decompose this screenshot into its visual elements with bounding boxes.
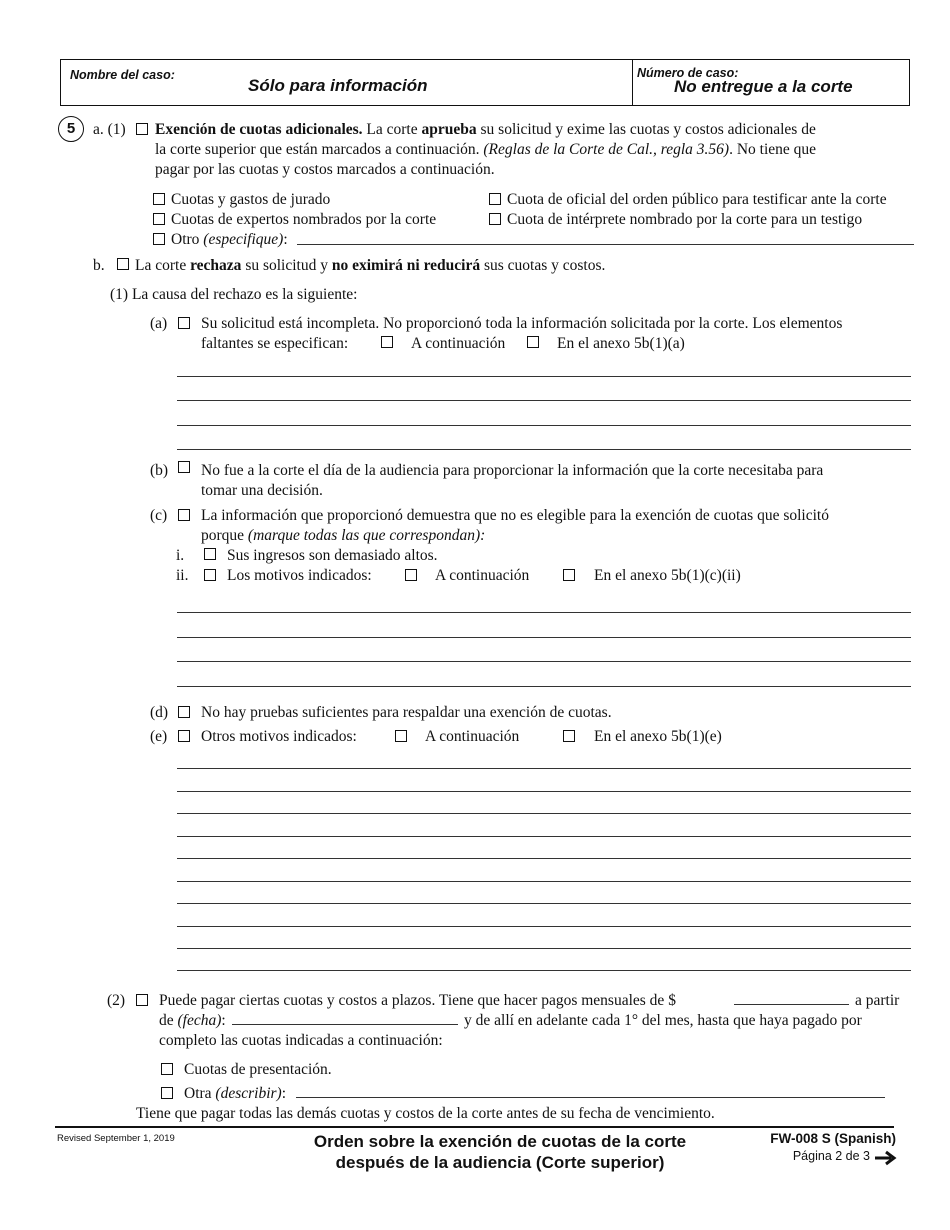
reason-a-annex-checkbox[interactable]: [527, 336, 539, 348]
installments-text2-end: y de allí en adelante cada 1° del mes, hasta que haya pagado por: [464, 1012, 862, 1029]
jury-fees-checkbox[interactable]: [153, 193, 165, 205]
case-name-label: Nombre del caso:: [70, 68, 175, 82]
installments-date-label: (fecha): [177, 1012, 222, 1029]
reason-c-below-label: A continuación: [435, 567, 530, 584]
reason-c-checkbox[interactable]: [178, 509, 190, 521]
denied-checkbox[interactable]: [117, 258, 129, 270]
reason-e-line[interactable]: [177, 903, 911, 904]
item-a-line3: pagar por las cuotas y costos marcados a continuación.: [155, 161, 495, 178]
other-checkbox[interactable]: [153, 233, 165, 245]
reason-a-annex-label: En el anexo 5b(1)(a): [557, 335, 685, 352]
reason-e-label: (e): [150, 728, 168, 745]
item-a-approves: aprueba: [421, 121, 477, 138]
reason-a-line[interactable]: [177, 449, 911, 450]
jury-fees-label: Cuotas y gastos de jurado: [171, 191, 331, 208]
other-label-text: Otro: [171, 231, 200, 248]
reason-a-text1: Su solicitud está incompleta. No proporcionó toda la información solicitada por la corte. Los elementos: [201, 315, 843, 332]
reason-e-line[interactable]: [177, 836, 911, 837]
installments-text2-start: de (fecha):: [159, 1012, 226, 1029]
installments-text1-end: a partir: [855, 992, 900, 1009]
item-b1-text: (1) La causa del rechazo es la siguiente:: [110, 286, 358, 303]
start-date-field[interactable]: [232, 1024, 458, 1025]
item-b-prefix: b.: [93, 257, 105, 274]
other-fee-label-text: Otra: [184, 1085, 212, 1102]
reason-a-line[interactable]: [177, 425, 911, 426]
case-number-label: Número de caso:: [637, 66, 739, 80]
other-fee-field[interactable]: [296, 1097, 885, 1098]
experts-fees-checkbox[interactable]: [153, 213, 165, 225]
other-label-specify: (especifique): [203, 231, 284, 248]
next-page-arrow-icon: [874, 1150, 898, 1166]
reason-c-annex-checkbox[interactable]: [563, 569, 575, 581]
reason-c-i-label: i.: [176, 547, 185, 564]
reason-e-checkbox[interactable]: [178, 730, 190, 742]
reason-a-line[interactable]: [177, 400, 911, 401]
reason-e-annex-checkbox[interactable]: [563, 730, 575, 742]
reason-e-below-checkbox[interactable]: [395, 730, 407, 742]
reason-e-line[interactable]: [177, 858, 911, 859]
reason-c-text2: [201, 526, 485, 546]
reason-e-line[interactable]: [177, 926, 911, 927]
other-specify-field[interactable]: [297, 244, 914, 245]
reason-a-text2: faltantes se especifican:: [201, 335, 349, 352]
item-b-text: [135, 256, 605, 276]
installments-text2-part: de: [159, 1012, 174, 1029]
reason-d-text: No hay pruebas suficientes para respaldar una exención de cuotas.: [201, 704, 612, 721]
other-label: Otro (especifique):: [171, 231, 288, 248]
reasons-indicated-label: Los motivos indicados:: [227, 567, 372, 584]
reason-a-label: (a): [150, 315, 168, 332]
reason-b-label: (b): [150, 462, 169, 479]
reason-e-line[interactable]: [177, 768, 911, 769]
reason-e-annex-label: En el anexo 5b(1)(e): [594, 728, 722, 745]
reason-c-annex-label: En el anexo 5b(1)(c)(ii): [594, 567, 741, 584]
reason-c-text1: La información que proporcionó demuestra que no es elegible para la exención de cuotas que solicitó: [201, 507, 829, 524]
reason-c-text2-part: porque: [201, 527, 245, 544]
reason-a-below-checkbox[interactable]: [381, 336, 393, 348]
item-a-title: Exención de cuotas adicionales.: [155, 121, 363, 138]
item-b-text-part: La corte: [135, 257, 187, 274]
other-fee-describe: (describir): [215, 1085, 282, 1102]
revised-date: Revised September 1, 2019: [57, 1133, 175, 1144]
interpreter-fee-label: Cuota de intérprete nombrado por la corte para un testigo: [507, 211, 863, 228]
item-b-no-waive: no eximirá ni reducirá: [331, 257, 481, 274]
item-a-prefix: a. (1): [93, 121, 126, 138]
reason-d-label: (d): [150, 704, 169, 721]
reason-e-below-label: A continuación: [425, 728, 520, 745]
reason-e-line[interactable]: [177, 813, 911, 814]
item-b-rejects: rechaza: [190, 257, 242, 274]
case-header: [60, 59, 910, 106]
reason-c-line[interactable]: [177, 637, 911, 638]
reason-c-below-checkbox[interactable]: [405, 569, 417, 581]
item-b-text-part: su solicitud y: [245, 257, 328, 274]
form-title-line2: después de la audiencia (Corte superior): [335, 1153, 665, 1172]
officer-fee-checkbox[interactable]: [489, 193, 501, 205]
reason-c-line[interactable]: [177, 612, 911, 613]
reason-a-line[interactable]: [177, 376, 911, 377]
reason-b-text1: No fue a la corte el día de la audiencia para proporcionar la información que la corte necesitaba para: [201, 462, 824, 479]
item-a-line2: [155, 140, 816, 160]
other-fee-checkbox[interactable]: [161, 1087, 173, 1099]
filing-fees-label: Cuotas de presentación.: [184, 1061, 332, 1078]
item-a-text: La corte: [366, 121, 418, 138]
form-id: FW-008 S (Spanish): [770, 1131, 896, 1146]
form-title-line1: Orden sobre la exención de cuotas de la corte: [313, 1132, 687, 1151]
page-number: Página 2 de 3: [792, 1149, 870, 1163]
officer-fee-label: Cuota de oficial del orden público para testificar ante la corte: [507, 191, 887, 208]
installments-label: (2): [107, 992, 126, 1009]
filing-fees-checkbox[interactable]: [161, 1063, 173, 1075]
form-title: [255, 1131, 745, 1173]
item-a-text: la corte superior que están marcados a continuación.: [155, 141, 480, 158]
case-name-value: Sólo para información: [248, 76, 428, 95]
reason-c-text2-italic: (marque todas las que correspondan):: [247, 527, 486, 544]
item-a-text: . No tiene que: [729, 141, 817, 158]
item-a-line1: [155, 120, 816, 140]
reason-c-line[interactable]: [177, 686, 911, 687]
reason-b-text2: tomar una decisión.: [201, 482, 323, 499]
interpreter-fee-checkbox[interactable]: [489, 213, 501, 225]
reason-c-label: (c): [150, 507, 168, 524]
reason-c-ii-label: ii.: [176, 567, 189, 584]
income-high-checkbox[interactable]: [204, 548, 216, 560]
installments-checkbox[interactable]: [136, 994, 148, 1006]
reason-e-line[interactable]: [177, 791, 911, 792]
other-fee-label: Otra (describir):: [184, 1085, 287, 1102]
item-b-text-part: sus cuotas y costos.: [483, 257, 606, 274]
reason-b-checkbox[interactable]: [178, 461, 190, 473]
income-high-label: Sus ingresos son demasiado altos.: [227, 547, 438, 564]
experts-fees-label: Cuotas de expertos nombrados por la corte: [171, 211, 437, 228]
reason-e-line[interactable]: [177, 948, 911, 949]
reason-a-checkbox[interactable]: [178, 317, 190, 329]
item-a-text: su solicitud y exime las cuotas y costos adicionales de: [480, 121, 816, 138]
installments-text3: completo las cuotas indicadas a continuación:: [159, 1032, 443, 1049]
footer-rule: [55, 1126, 894, 1128]
item-number-circle: [58, 116, 84, 142]
case-header-divider: [632, 60, 633, 105]
reasons-indicated-checkbox[interactable]: [204, 569, 216, 581]
reason-e-text: Otros motivos indicados:: [201, 728, 357, 745]
reason-a-below-label: A continuación: [411, 335, 506, 352]
installments-footer-text: Tiene que pagar todas las demás cuotas y costos de la corte antes de su fecha de vencimiento.: [136, 1105, 715, 1122]
monthly-payment-field[interactable]: [734, 1004, 849, 1005]
case-number-value: No entregue a la corte: [674, 77, 853, 96]
reason-c-line[interactable]: [177, 661, 911, 662]
installments-text1: Puede pagar ciertas cuotas y costos a plazos. Tiene que hacer pagos mensuales de $: [159, 992, 676, 1009]
reason-e-line[interactable]: [177, 970, 911, 971]
fee-waiver-checkbox[interactable]: [136, 123, 148, 135]
item-number: 5: [66, 120, 76, 137]
reason-d-checkbox[interactable]: [178, 706, 190, 718]
item-a-rule-citation: (Reglas de la Corte de Cal., regla 3.56): [483, 141, 730, 158]
reason-e-line[interactable]: [177, 881, 911, 882]
